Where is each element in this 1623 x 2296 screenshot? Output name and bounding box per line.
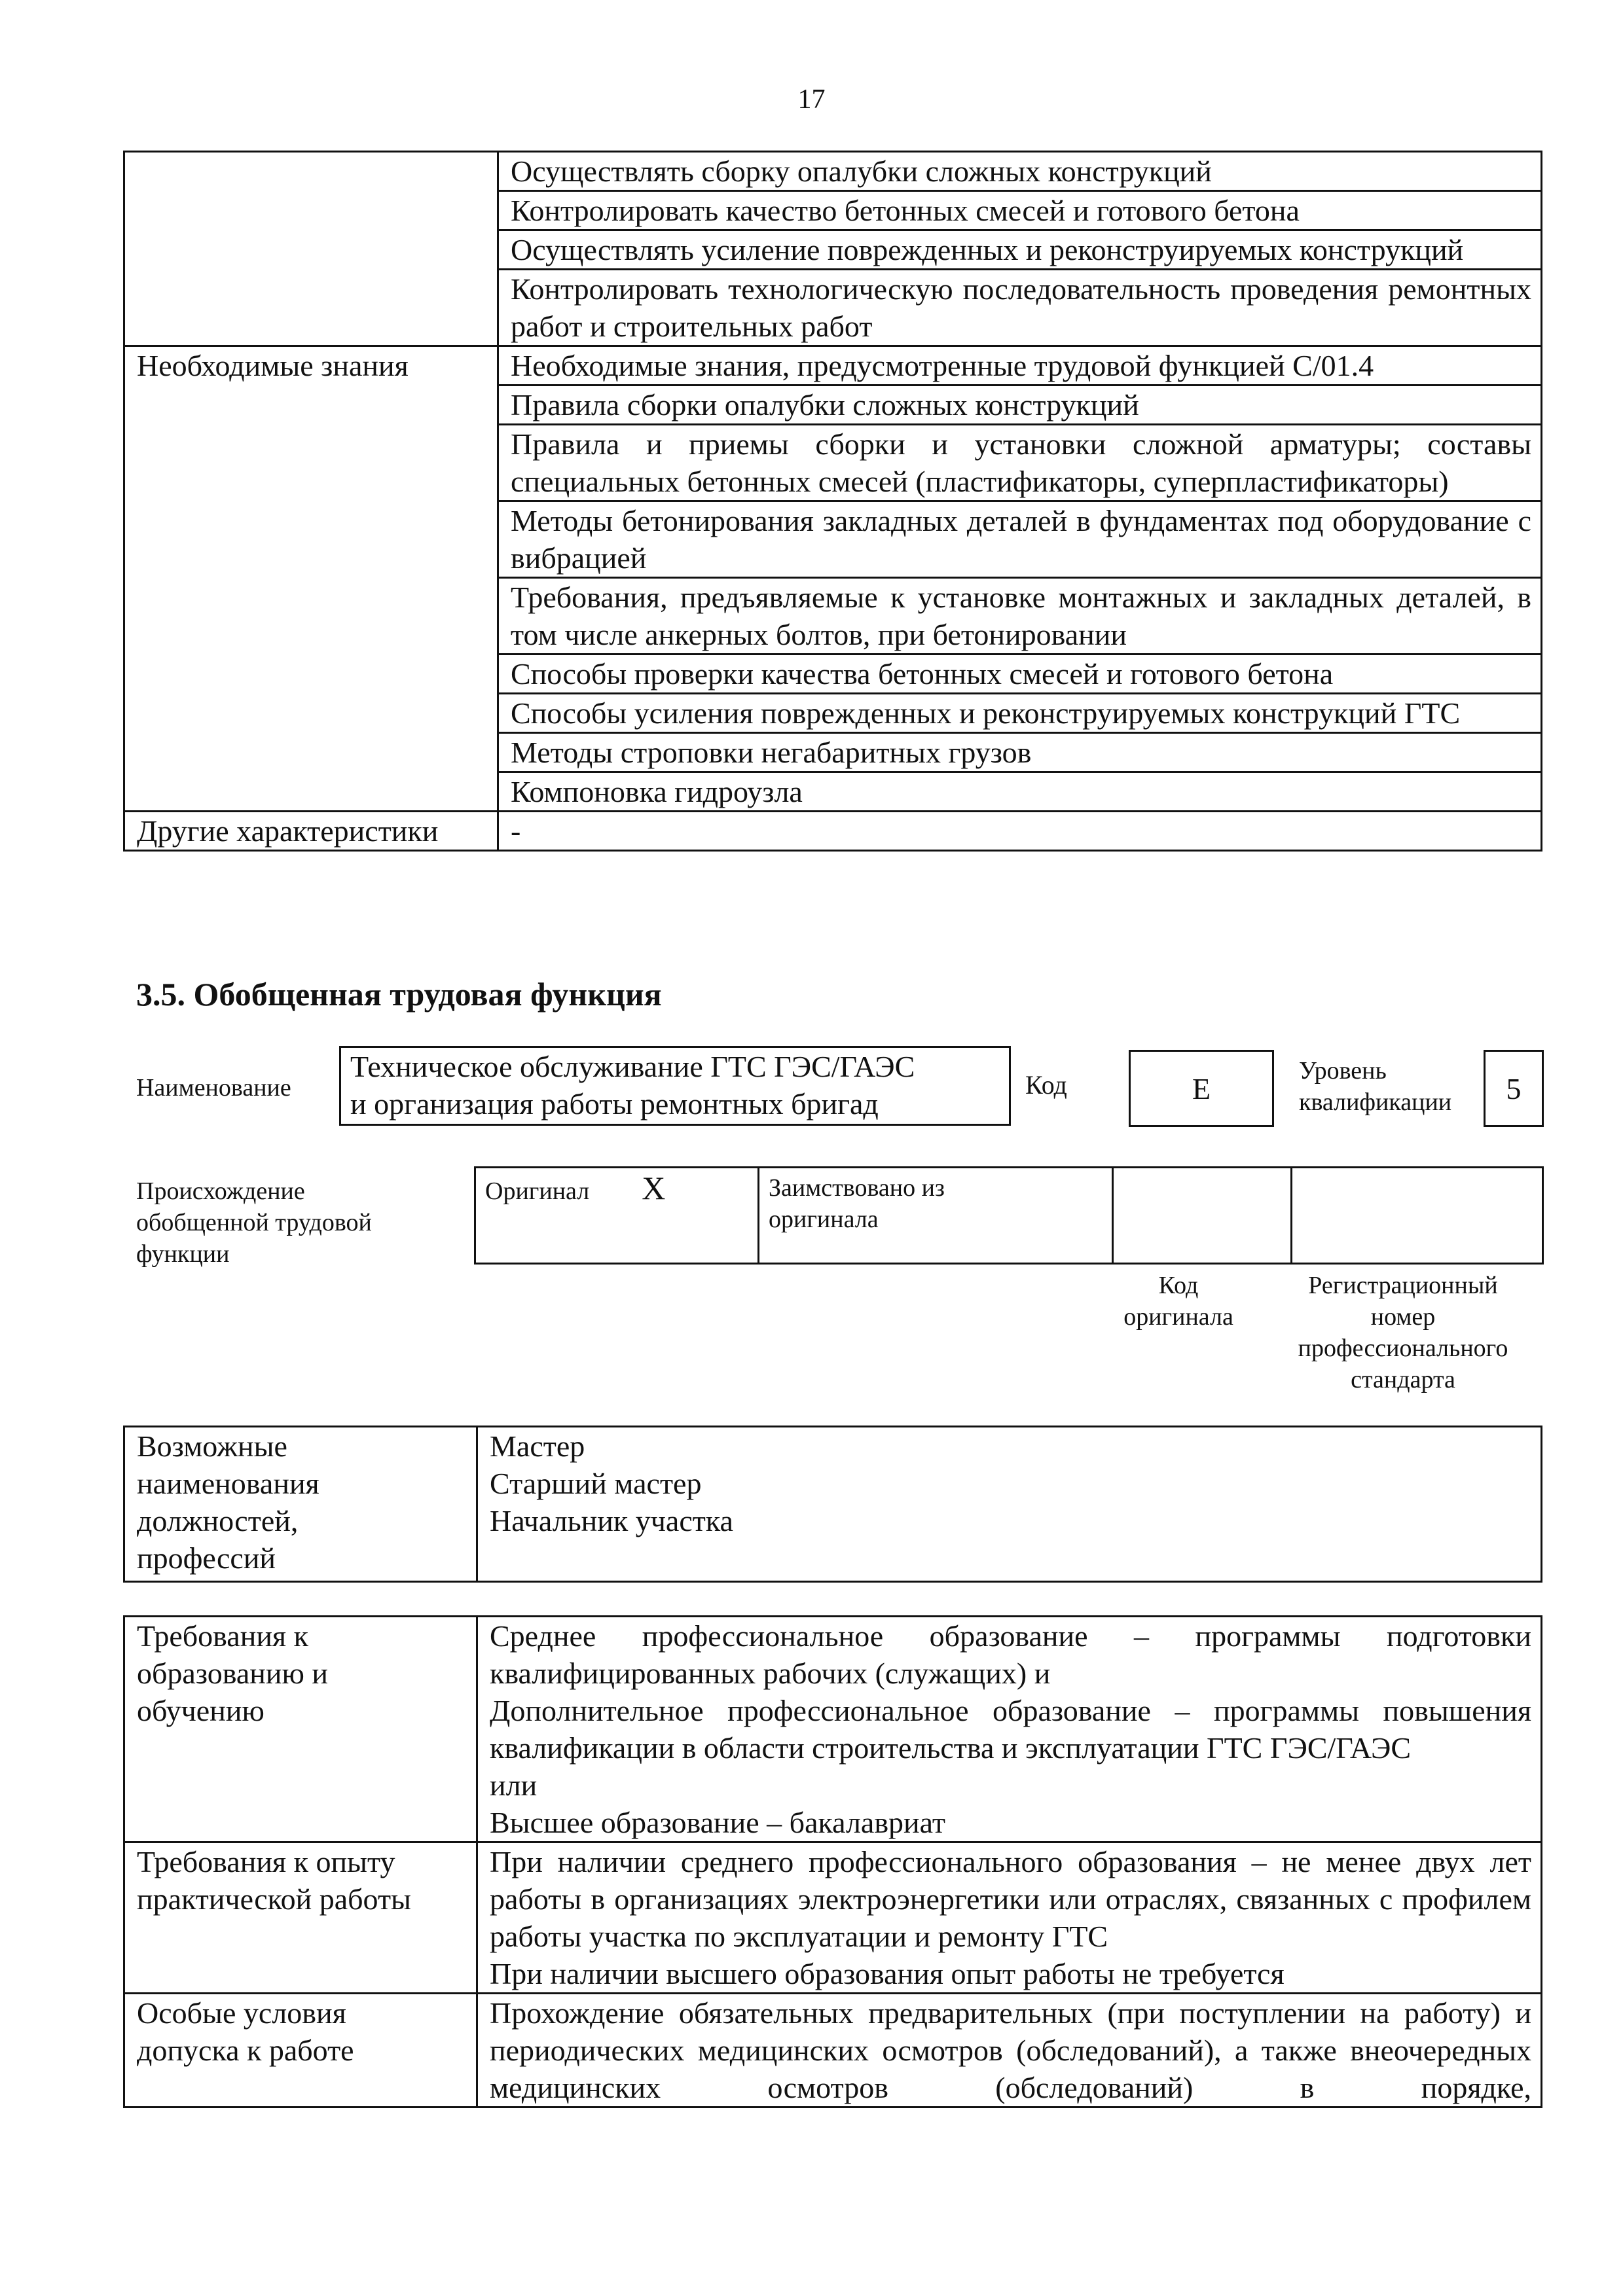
borrowed-line-2: оригинала xyxy=(769,1206,879,1233)
page-number: 17 xyxy=(797,84,826,115)
level-label-line-1: Уровень xyxy=(1299,1057,1387,1085)
table-cell-text: - xyxy=(498,812,1542,851)
positions-label-line-1: Возможные xyxy=(137,1429,287,1463)
table-cell-text: Способы усиления поврежденных и реконструируемых конструкций ГТС xyxy=(498,694,1542,733)
table-cell-text: Контролировать качество бетонных смесей и готового бетона xyxy=(498,191,1542,230)
table-cell-text: Требования, предъявляемые к установке монтажных и закладных деталей, в том числе анкерных болтов, при бетонировании xyxy=(498,578,1542,655)
table-cell-text: Контролировать технологическую последовательность проведения ремонтных работ и строительных работ xyxy=(498,270,1542,346)
origin-label-line-3: функции xyxy=(136,1240,230,1268)
table-row xyxy=(124,1842,1542,1994)
table-cell-text: Правила и приемы сборки и установки сложной арматуры; составы специальных бетонных смесей (пластификаторы, суперпластификаторы) xyxy=(498,425,1542,501)
table-cell-label xyxy=(124,152,498,346)
table-cell-text: Компоновка гидроузла xyxy=(498,772,1542,812)
positions-table xyxy=(123,1426,1542,1583)
special-label-line-2: допуска к работе xyxy=(137,2034,354,2067)
table-cell-text: Методы бетонирования закладных деталей в фундаментах под оборудование с вибрацией xyxy=(498,501,1542,578)
borrowed-cell xyxy=(759,1168,1113,1264)
table-row xyxy=(475,1168,1543,1264)
level-label xyxy=(1299,1055,1451,1118)
name-box xyxy=(339,1046,1011,1126)
table-row xyxy=(124,152,1542,191)
experience-paragraph: При наличии высшего образования опыт работы не требуется xyxy=(490,1957,1285,1990)
table-row xyxy=(124,1617,1542,1842)
position-item: Начальник участка xyxy=(490,1504,733,1537)
position-item: Мастер xyxy=(490,1429,585,1463)
name-line-2: и организация работы ремонтных бригад xyxy=(350,1087,879,1121)
experience-label-line-2: практической работы xyxy=(137,1882,411,1916)
table-row xyxy=(124,1994,1542,2108)
table-cell-text: Осуществлять усиление поврежденных и реконструируемых конструкций xyxy=(498,230,1542,270)
name-line-1: Техническое обслуживание ГТС ГЭС/ГАЭС xyxy=(350,1050,915,1083)
level-label-line-2: квалификации xyxy=(1299,1088,1452,1116)
education-label xyxy=(124,1617,477,1842)
section-title: 3.5. Обобщенная трудовая функция xyxy=(136,976,662,1013)
education-label-line-2: образованию и xyxy=(137,1657,328,1690)
reg-caption-line-2: номер xyxy=(1370,1303,1436,1331)
knowledge-label: Необходимые знания xyxy=(124,346,498,812)
origin-label-line-2: обобщенной трудовой xyxy=(136,1209,372,1236)
table-cell-text: Способы проверки качества бетонных смесей и готового бетона xyxy=(498,655,1542,694)
table-cell-text: Правила сборки опалубки сложных конструкций xyxy=(498,386,1542,425)
education-paragraph: Среднее профессиональное образование – программы подготовки квалифицированных рабочих (служащих) и xyxy=(490,1619,1531,1690)
code-caption-line-1: Код xyxy=(1158,1272,1199,1299)
reg-caption-line-4: стандарта xyxy=(1351,1366,1455,1393)
origin-table xyxy=(474,1166,1544,1265)
experience-label-line-1: Требования к опыту xyxy=(137,1845,395,1878)
positions-label xyxy=(124,1427,477,1582)
table-row xyxy=(124,346,1542,386)
borrowed-line-1: Заимствовано из xyxy=(769,1174,945,1202)
code-original-caption xyxy=(1093,1270,1264,1333)
skills-knowledge-table xyxy=(123,151,1542,852)
code-label: Код xyxy=(1025,1070,1067,1100)
education-requirements xyxy=(477,1617,1542,1842)
positions-label-line-2: наименования xyxy=(137,1467,319,1500)
origin-reg-number-cell xyxy=(1292,1168,1543,1264)
reg-number-caption xyxy=(1264,1270,1542,1395)
other-characteristics-label: Другие характеристики xyxy=(124,812,498,851)
positions-label-line-3: должностей, xyxy=(137,1504,299,1537)
original-cell xyxy=(475,1168,759,1264)
education-paragraph: Высшее образование – бакалавриат xyxy=(490,1806,945,1839)
reg-caption-line-3: профессионального xyxy=(1298,1335,1508,1362)
table-cell-text: Осуществлять сборку опалубки сложных конструкций xyxy=(498,152,1542,191)
origin-label-line-1: Происхождение xyxy=(136,1177,305,1205)
level-value-box: 5 xyxy=(1484,1050,1544,1127)
experience-requirements xyxy=(477,1842,1542,1994)
original-label: Оригинал xyxy=(485,1177,590,1205)
code-caption-line-2: оригинала xyxy=(1123,1303,1233,1331)
education-label-line-1: Требования к xyxy=(137,1619,308,1653)
origin-label xyxy=(136,1175,372,1270)
special-conditions-text: Прохождение обязательных предварительных (при поступлении на работу) и периодических медицинских осмотров (обследований), а также внеочередных медицинских осмотров (обследований) в порядке, xyxy=(477,1994,1542,2108)
origin-code-cell xyxy=(1113,1168,1292,1264)
position-item: Старший мастер xyxy=(490,1467,702,1500)
requirements-table xyxy=(123,1615,1542,2108)
positions-list xyxy=(477,1427,1542,1582)
table-cell-text: Необходимые знания, предусмотренные трудовой функцией С/01.4 xyxy=(498,346,1542,386)
reg-caption-line-1: Регистрационный xyxy=(1308,1272,1498,1299)
special-conditions-label xyxy=(124,1994,477,2108)
table-row xyxy=(124,1427,1542,1582)
experience-label xyxy=(124,1842,477,1994)
name-label: Наименование xyxy=(136,1074,291,1102)
special-label-line-1: Особые условия xyxy=(137,1996,346,2030)
positions-label-line-4: профессий xyxy=(137,1541,276,1575)
code-value-box: E xyxy=(1129,1050,1274,1127)
education-label-line-3: обучению xyxy=(137,1694,264,1727)
experience-paragraph: При наличии среднего профессионального образования – не менее двух лет работы в организациях электроэнергетики или отраслях, связанных с профилем работы участка по эксплуатации и ремонту ГТС xyxy=(490,1845,1531,1953)
table-cell-text: Методы строповки негабаритных грузов xyxy=(498,733,1542,772)
education-paragraph: Дополнительное профессиональное образование – программы повышения квалификации в области строительства и эксплуатации ГТС ГЭС/ГАЭС xyxy=(490,1694,1531,1765)
original-mark: X xyxy=(642,1170,666,1206)
education-paragraph: или xyxy=(490,1768,538,1802)
table-row xyxy=(124,812,1542,851)
